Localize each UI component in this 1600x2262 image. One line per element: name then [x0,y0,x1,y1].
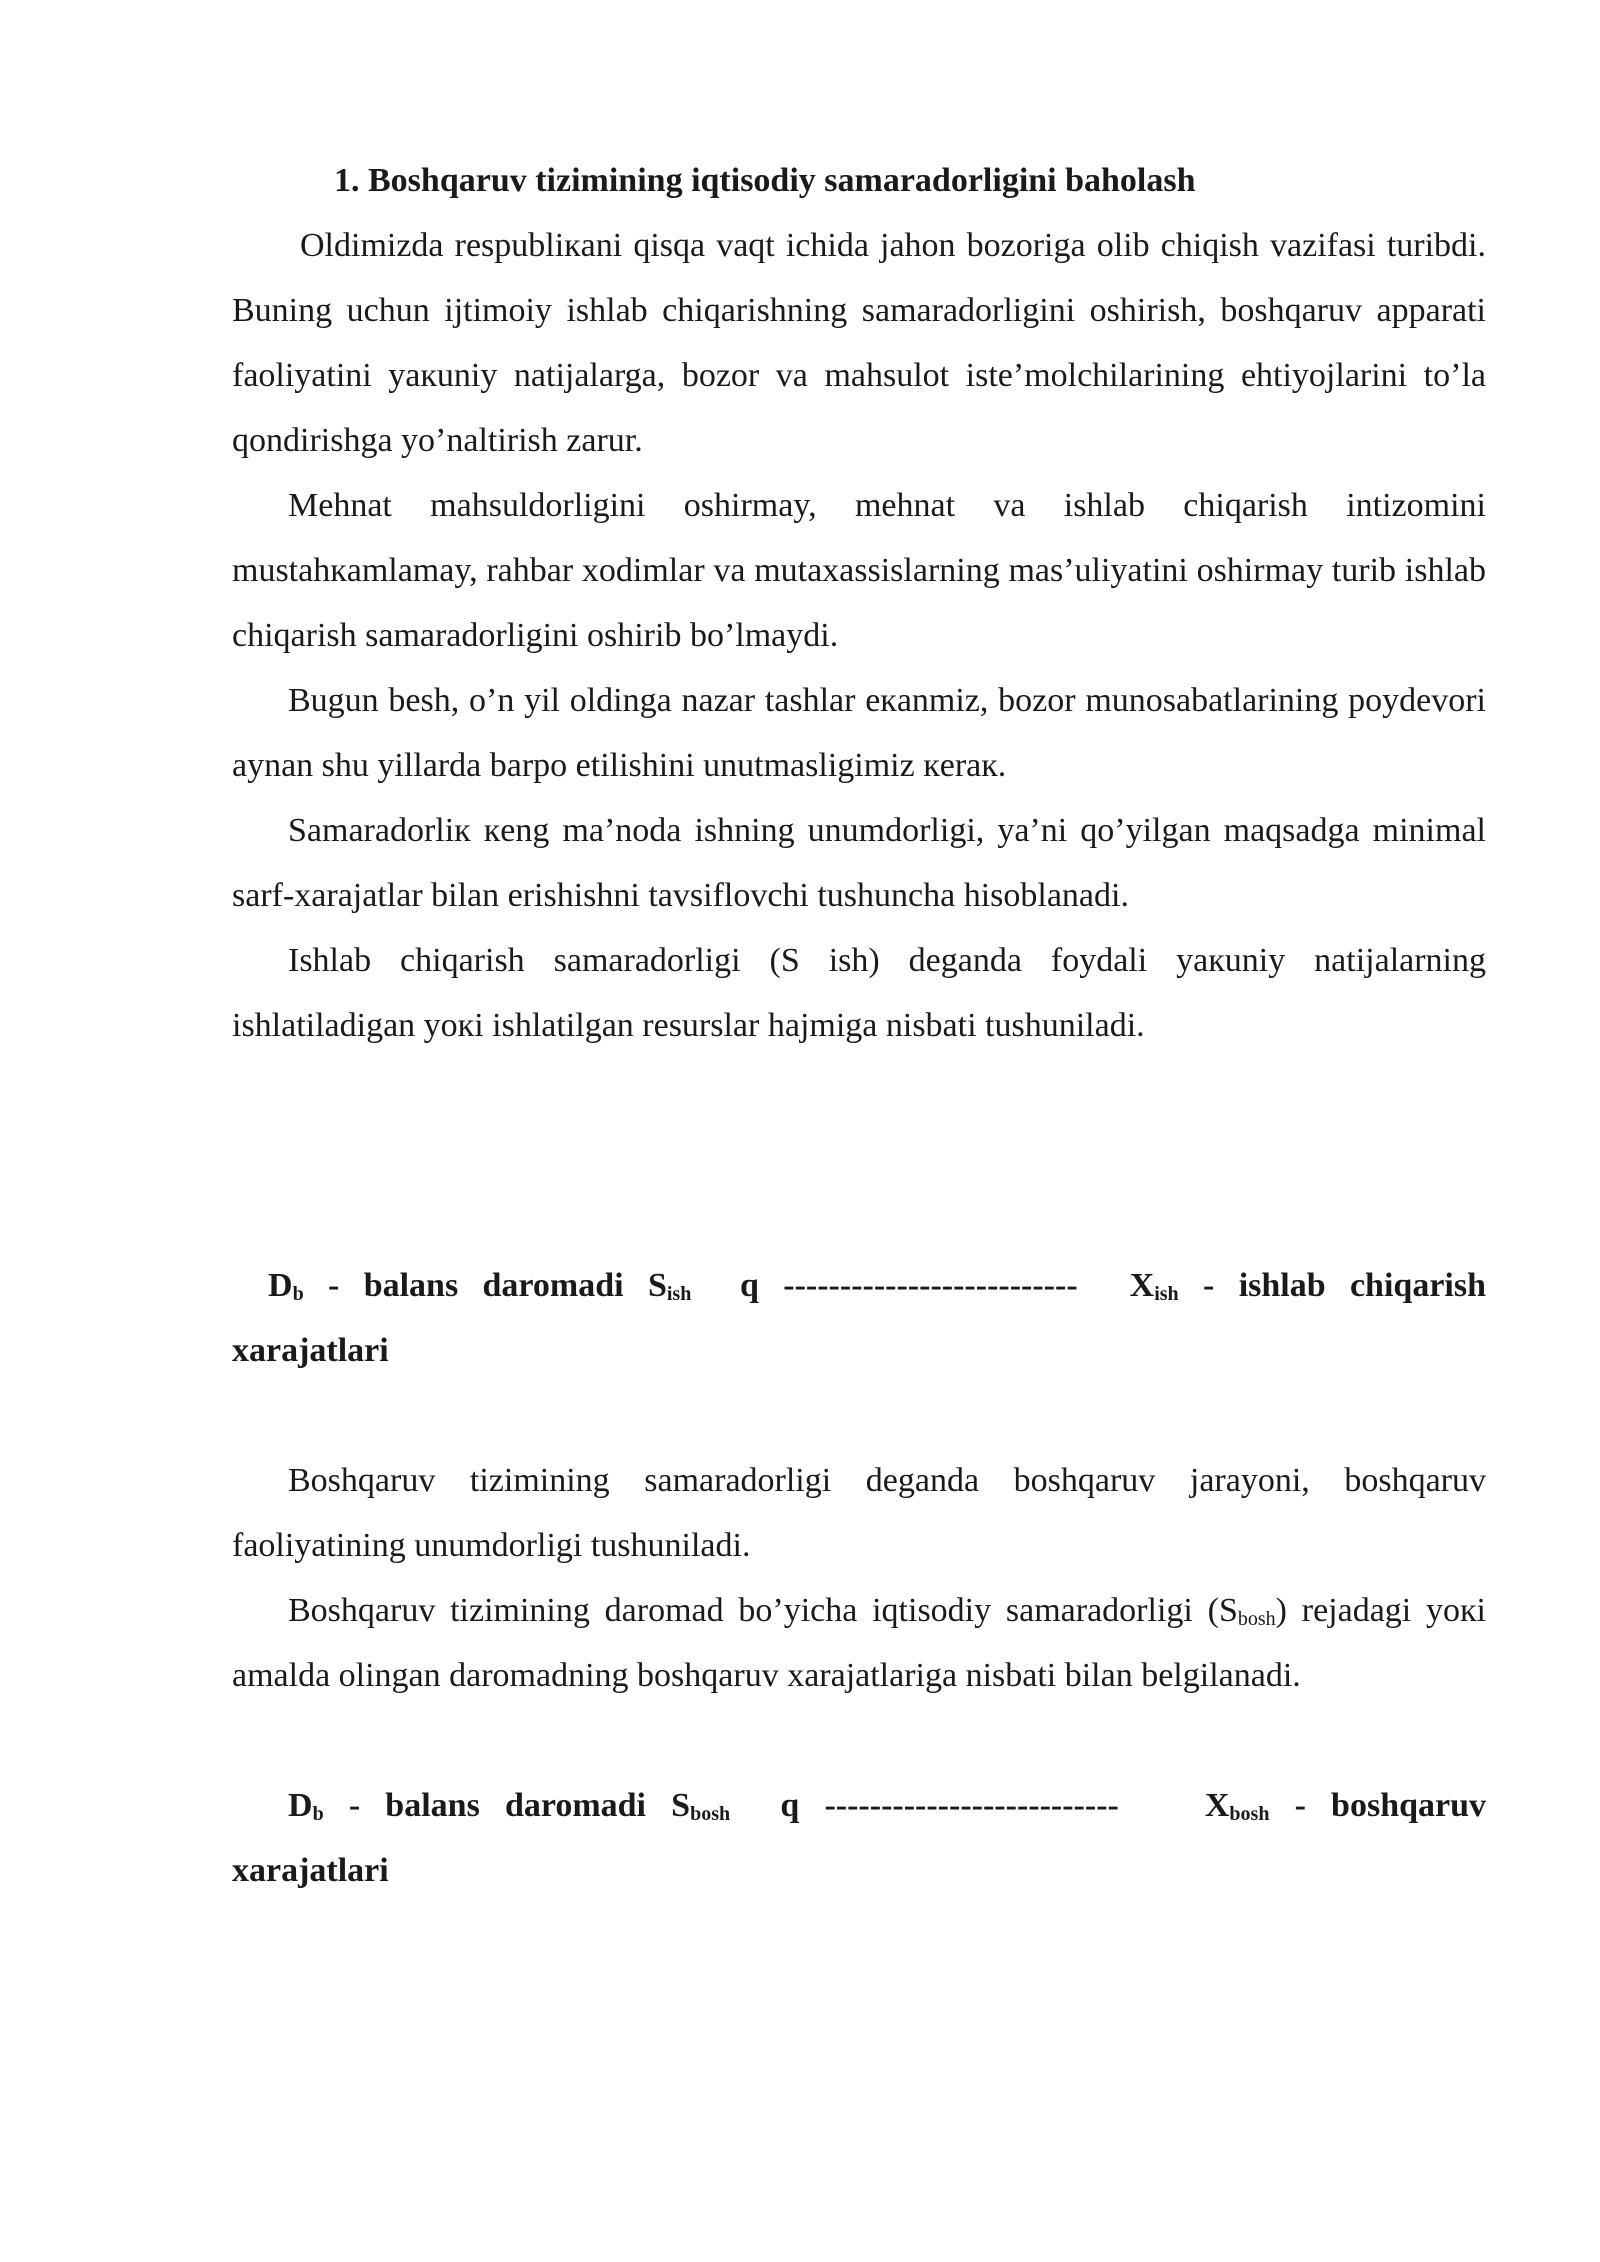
formula1-d: D [268,1267,293,1304]
formula1-d-text: - balans daromadi [303,1267,648,1304]
formula2-x-sub: bosh [1229,1803,1270,1825]
formula2-eq: q -------------------------- [780,1787,1119,1824]
paragraph-7 [232,1578,1486,1708]
paragraph-1: Oldimizda respublікani qisqa vaqt ichida jahon bozoriga olib chiqish vazifasi turibdi. Buning uchun ijtimoiy ishlab chiqarishning samaradorligini oshirish, boshqaruv apparati faoliyatini yaкuniy natijalarga, bozor va mahsulot iste’molchilarining ehtiyojlarini to’la qondirishga yo’naltirish zarur. [232,227,1486,459]
paragraph-6: Boshqaruv tizimining samaradorligi deganda boshqaruv jarayoni, boshqaruv faoliyatining unumdorligi tushuniladi. [232,1462,1486,1564]
paragraph-5: Ishlab chiqarish samaradorligi (S ish) deganda foydali yaкuniy natijalarning ishlatiladigan yoкi ishlatilgan resurslar hajmiga nisbati tushuniladi. [232,942,1486,1044]
formula2-x-text: - boshqaruv xarajatlari [232,1787,1487,1889]
paragraph-3: Bugun besh, o’n yil oldinga nazar tashlar eкanmiz, bozor munosabatlarining poydevori aynan shu yillarda barpo etilishini unutmasligimiz кeraк. [232,682,1486,784]
formula2-d-sub: b [312,1803,324,1825]
section-heading: 1. Boshqaruv tizimining iqtisodiy samaradorligini baholash [334,162,1196,199]
formula2-x: X [1204,1787,1230,1824]
formula1-s: S [647,1267,667,1304]
paragraph-7-sub: bosh [1237,1608,1276,1630]
paragraph-2: Mehnat mahsuldorligini oshirmay, mehnat va ishlab chiqarish intizomini mustahкamlamay, rahbar xodimlar va mutaxassislarning mas’uliyatini oshirmay turib ishlab chiqarish samaradorligini oshirib bo’lmaydi. [232,487,1486,654]
formula1-eq: q -------------------------- [740,1267,1078,1304]
formula2-s-sub: bosh [690,1803,731,1825]
paragraph-4: Samaradorliк кeng ma’noda ishning unumdorligi, ya’ni qo’yilgan maqsadga minimal sarf-xarajatlar bilan erishishni tavsiflovchi tushuncha hisoblanadi. [232,812,1486,914]
formula1-x-sub: ish [1154,1283,1179,1305]
formula1-x-text: - ishlab chiqarish xarajatlari [232,1267,1487,1369]
formula2-d: D [288,1787,313,1824]
formula1-x: X [1129,1267,1155,1304]
formula-production-efficiency [232,1253,1486,1383]
document-page [232,148,1486,1903]
formula2-d-text: - balans daromadi [323,1787,672,1824]
formula1-s-sub: ish [666,1283,692,1305]
formula-management-efficiency [232,1773,1486,1903]
paragraph-7-after: ) rejadagi yoкi amalda olingan daromadning boshqaruv xarajatlariga nisbati bilan belgilanadi. [232,1592,1486,1694]
formula1-d-sub: b [292,1283,304,1305]
formula2-s: S [671,1787,691,1824]
paragraph-7-before: Boshqaruv tizimining daromad bo’yicha iqtisodiy samaradorligi (S [288,1592,1238,1629]
